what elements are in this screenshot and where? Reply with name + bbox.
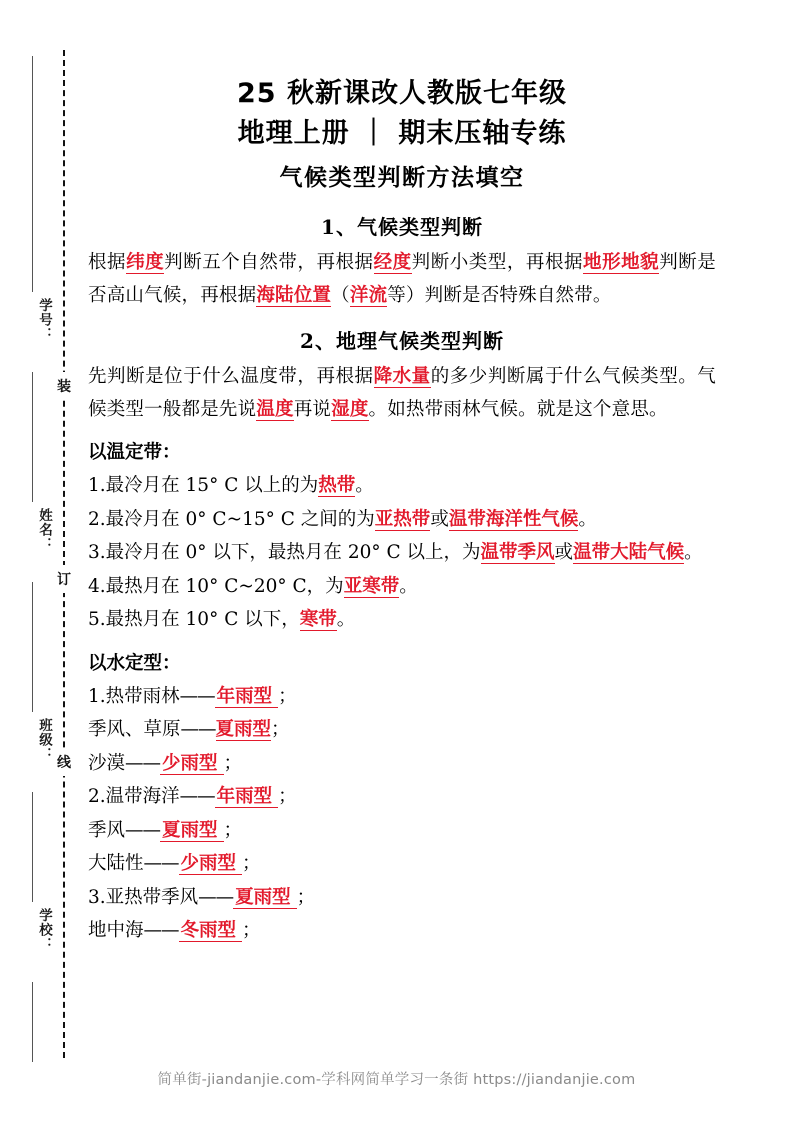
rain-rule-1 — [88, 680, 716, 714]
rainfall-section-heading: 以水定型： — [88, 652, 181, 674]
rain-rule-5-dash: —— — [125, 819, 161, 841]
temp-rule-3-answer-2: 温带大陆气候 — [573, 542, 685, 563]
rain-rule-2 — [88, 713, 716, 747]
s2-answer-temperature: 温度 — [256, 399, 294, 420]
margin-label-name: 姓名： — [14, 508, 50, 552]
s1-text-1: 根据 — [88, 252, 127, 273]
rain-rule-7-label: 3.亚热带季风 — [88, 886, 199, 908]
temperature-rule-1 — [88, 469, 716, 503]
s2-answer-humidity: 湿度 — [331, 399, 369, 420]
temperature-rule-2 — [88, 503, 716, 537]
s1-text-5: （ — [331, 285, 350, 306]
temp-rule-2-suffix: 。 — [578, 508, 597, 530]
s1-answer-landform: 地形地貌 — [583, 252, 660, 273]
footer-watermark: 简单街-jiandanjie.com-学科网简单学习一条街 https://jiandanjie.com — [157, 1072, 636, 1088]
rain-rule-4 — [88, 780, 716, 814]
temp-rule-2-answer-2: 温带海洋性气候 — [448, 508, 579, 530]
rain-rule-6 — [88, 847, 716, 881]
margin-divider-2 — [32, 372, 33, 502]
rain-rule-5-answer: 夏雨型 — [160, 820, 224, 842]
margin-label-school: 学校： — [14, 908, 50, 952]
rain-rule-6-label: 大陆性 — [88, 853, 144, 874]
temp-rule-4-answer-1: 亚寒带 — [343, 575, 400, 597]
rain-rule-1-dash: —— — [179, 685, 215, 707]
margin-divider-1 — [32, 56, 33, 292]
rain-rule-6-answer: 少雨型 — [179, 853, 243, 875]
s1-text-3: 判断小类型，再根据 — [411, 252, 584, 273]
temp-rule-2-answer-1: 亚热带 — [374, 508, 431, 530]
rain-rule-2-suffix: ； — [271, 719, 290, 740]
temp-rule-4-prefix: 4.最热月在 10° C~20° C，为 — [88, 575, 344, 597]
margin-label-student-id: 学号： — [14, 298, 50, 342]
rain-rule-8-answer: 冬雨型 — [179, 920, 243, 942]
s2-answer-precipitation: 降水量 — [373, 366, 431, 387]
rain-rule-8-suffix: ； — [242, 920, 261, 941]
rain-rule-8-dash: —— — [143, 920, 179, 941]
page-title-line-1: 25 秋新课改人教版七年级 — [237, 78, 567, 109]
fold-dashed-line — [63, 50, 65, 1058]
page-subtitle: 气候类型判断方法填空 — [279, 164, 525, 191]
rain-rule-7-answer: 夏雨型 — [233, 887, 297, 909]
temperature-rule-4 — [88, 570, 716, 604]
document-title-block — [88, 74, 716, 198]
margin-divider-4 — [32, 792, 33, 902]
temp-rule-1-prefix: 1.最冷月在 15° C 以上的为 — [88, 475, 319, 496]
temp-rule-3-middle: 或 — [554, 542, 574, 563]
s1-answer-sea-land-position: 海陆位置 — [256, 285, 332, 306]
rain-rule-3-label: 沙漠 — [88, 752, 126, 774]
fold-char-xian: 线 — [52, 748, 76, 776]
margin-label-class: 班级： — [14, 718, 50, 762]
rain-rule-3-dash: —— — [125, 752, 161, 774]
temp-rule-4-suffix: 。 — [399, 575, 418, 597]
s2-text-1: 先判断是位于什么温度带，再根据 — [88, 366, 374, 387]
section-2-heading: 2、地理气候类型判断 — [300, 329, 504, 353]
rain-rule-3-answer: 少雨型 — [160, 753, 224, 775]
temperature-section-heading: 以温定带： — [88, 442, 181, 463]
rain-rule-5-suffix: ； — [223, 819, 243, 841]
temp-rule-5-answer-1: 寒带 — [299, 609, 337, 630]
fold-char-zhuang: 装 — [52, 372, 76, 400]
temp-rule-2-prefix: 2.最冷月在 0° C~15° C 之间的为 — [88, 508, 375, 530]
margin-divider-3 — [32, 582, 33, 712]
s1-text-4: 判断是否高山气候，再根据 — [88, 252, 716, 306]
temp-rule-1-suffix: 。 — [355, 475, 374, 496]
rain-rule-7-dash: —— — [198, 886, 234, 908]
temp-rule-3-prefix: 3.最冷月在 0° 以下，最热月在 20° C 以上，为 — [88, 542, 481, 563]
temp-rule-3-suffix: 。 — [684, 542, 703, 563]
temperature-rule-3 — [88, 536, 716, 570]
temp-rule-2-middle: 或 — [430, 508, 449, 530]
section-1-paragraph — [88, 246, 716, 312]
rain-rule-1-answer: 年雨型 — [215, 686, 279, 708]
s1-answer-latitude: 纬度 — [126, 252, 165, 273]
s2-text-3: 再说 — [293, 399, 332, 420]
rain-rule-7-suffix: ； — [296, 886, 316, 908]
section-2-paragraph — [88, 360, 716, 426]
s2-text-4: 。如热带雨林气候。就是这个意思。 — [368, 399, 668, 420]
rain-rule-5 — [88, 814, 716, 848]
s1-text-2: 判断五个自然带，再根据 — [164, 252, 374, 273]
margin-divider-5 — [32, 982, 33, 1062]
temp-rule-5-suffix: 。 — [336, 609, 356, 630]
rain-rule-2-answer: 夏雨型 — [215, 719, 272, 740]
rain-rule-3-suffix: ； — [223, 752, 243, 774]
rain-rule-4-suffix: ； — [278, 786, 297, 807]
temperature-rule-5 — [88, 603, 716, 637]
rain-rule-4-label: 2.温带海洋 — [88, 786, 180, 807]
rain-rule-1-label: 1.热带雨林 — [88, 685, 180, 707]
rain-rule-2-label: 季风、草原 — [88, 719, 181, 740]
rain-rule-7 — [88, 881, 716, 915]
fold-char-ding: 订 — [52, 565, 76, 593]
rain-rule-6-suffix: ； — [242, 853, 261, 874]
rain-rule-8-label: 地中海 — [88, 920, 144, 941]
s1-answer-longitude: 经度 — [373, 252, 412, 273]
binding-margin — [0, 0, 86, 1122]
s1-answer-ocean-current: 洋流 — [349, 285, 388, 306]
rain-rule-5-label: 季风 — [88, 819, 126, 841]
rain-rule-1-suffix: ； — [278, 685, 297, 707]
rain-rule-6-dash: —— — [143, 853, 179, 874]
rain-rule-4-answer: 年雨型 — [215, 786, 279, 808]
temp-rule-1-answer-1: 热带 — [318, 475, 356, 496]
temp-rule-5-prefix: 5.最热月在 10° C 以下， — [88, 609, 300, 630]
s2-text-2: 的多少判断属于什么气候类型。气候类型一般都是先说 — [88, 366, 716, 420]
rain-rule-3 — [88, 747, 716, 781]
rain-rule-2-dash: —— — [180, 719, 216, 740]
section-1-heading: 1、气候类型判断 — [321, 215, 483, 239]
document-body — [88, 0, 716, 948]
page-title-line-2: 地理上册 ｜ 期末压轴专练 — [237, 118, 567, 149]
rain-rule-8 — [88, 914, 716, 948]
temp-rule-3-answer-1: 温带季风 — [480, 542, 555, 563]
s1-text-6: 等）判断是否特殊自然带。 — [387, 285, 612, 306]
rain-rule-4-dash: —— — [179, 786, 215, 807]
